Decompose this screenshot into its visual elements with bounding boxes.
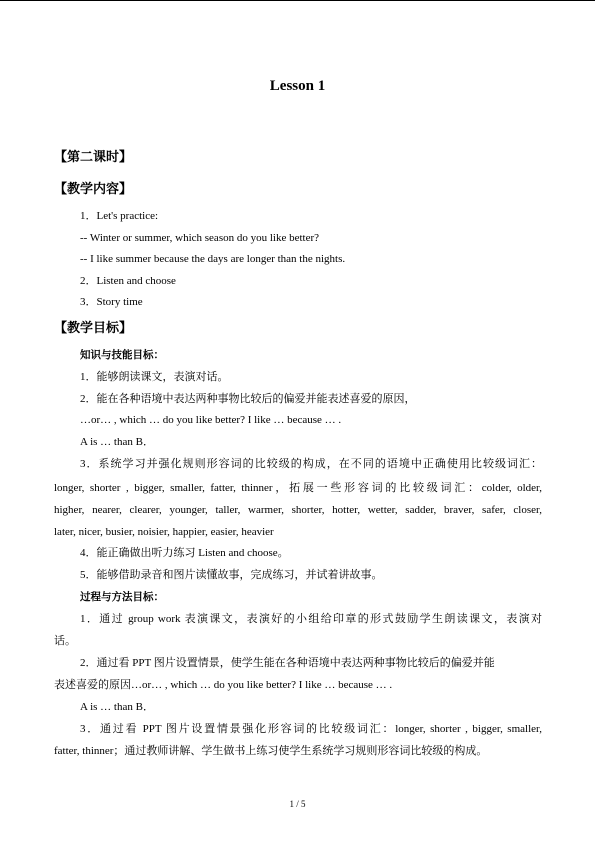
process-line: 3．通过看 PPT 图片设置情景强化形容词的比较级词汇：longer, shorter , bigger, smaller, (80, 723, 542, 735)
knowledge-line: higher, nearer, clearer, younger, taller, warmer, shorter, hotter, wetter, sadder, braver, safer, closer, (54, 504, 542, 516)
process-line: fatter, thinner；通过教师讲解、学生做书上练习使学生系统学习规则形容词比较级的构成。 (54, 745, 488, 757)
content-item: -- I like summer because the days are longer than the nights. (80, 253, 346, 265)
section-heading-content: 【教学内容】 (54, 182, 133, 197)
knowledge-line: 1．能够朗读课文，表演对话。 (80, 371, 229, 383)
section-heading-goals: 【教学目标】 (54, 321, 133, 336)
knowledge-line: 5．能够借助录音和图片读懂故事，完成练习，并试着讲故事。 (80, 569, 383, 581)
process-line: 话。 (54, 635, 76, 647)
knowledge-line: 2．能在各种语境中表达两种事物比较后的偏爱并能表述喜爱的原因， (80, 393, 416, 405)
knowledge-line: later, nicer, busier, noisier, happier, easier, heavier (54, 526, 274, 538)
process-line: 2．通过看 PPT 图片设置情景，使学生能在各种语境中表达两种事物比较后的偏爱并能 (80, 657, 495, 669)
knowledge-line: 4．能正确做出听力练习 Listen and choose。 (80, 547, 289, 559)
page-number: 1 / 5 (289, 799, 306, 809)
content-item: 1．Let's practice: (80, 210, 159, 222)
content-item: -- Winter or summer, which season do you like better? (80, 232, 320, 244)
knowledge-line: …or… , which … do you like better? I like … because … . (80, 414, 342, 426)
process-line: A is … than B． (80, 701, 154, 713)
page-title: Lesson 1 (269, 78, 326, 94)
section-heading-period: 【第二课时】 (54, 150, 133, 165)
page-top-rule (0, 0, 595, 1)
knowledge-line: 3．系统学习并强化规则形容词的比较级的构成，在不同的语境中正确使用比较级词汇： (80, 458, 542, 470)
process-heading: 过程与方法目标： (80, 591, 164, 603)
content-item: 2．Listen and choose (80, 275, 176, 287)
knowledge-heading: 知识与技能目标： (80, 349, 164, 361)
content-item: 3．Story time (80, 296, 143, 308)
knowledge-line: A is … than B． (80, 436, 154, 448)
process-line: 1．通过 group work 表演课文，表演好的小组给印章的形式鼓励学生朗读课文，表演对 (80, 613, 542, 625)
knowledge-line: longer, shorter , bigger, smaller, fatter, thinner，拓展一些形容词的比较级词汇：colder, older, (54, 482, 542, 494)
process-line: 表述喜爱的原因…or… , which … do you like better? I like … because … . (54, 679, 393, 691)
